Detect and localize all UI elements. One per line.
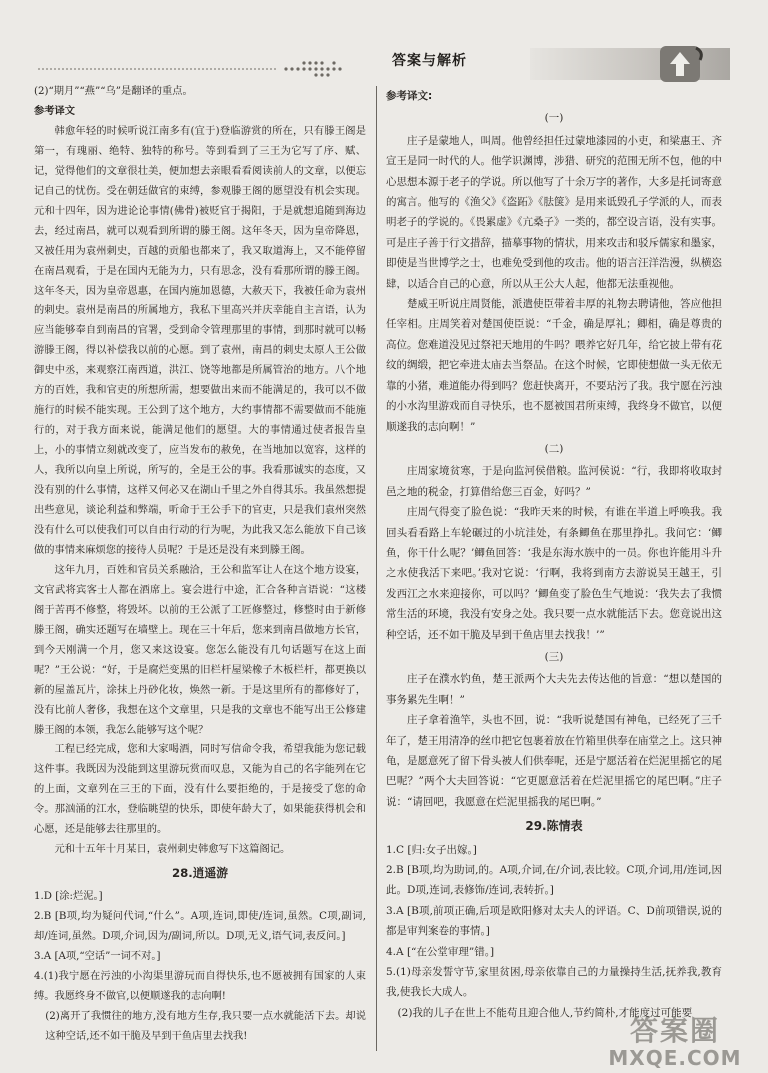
- reference-translation-label: 参考译文:: [386, 90, 433, 102]
- series-logo-icon: [658, 44, 706, 84]
- translation-paragraph: 庄子在濮水钓鱼，楚王派两个大夫先去传达他的旨意：“想以楚国的事务累先生啊！”: [386, 673, 722, 706]
- right-column: [386, 86, 722, 1023]
- answer-item: 4.(1)我宁愿在污浊的小沟渠里游玩而自得快乐,也不愿被拥有国家的人束缚。我愿终身不做官,以便顺遂我的志向啊!: [34, 969, 366, 1002]
- section-heading: (三): [544, 650, 564, 663]
- translation-paragraph: 元和十五年十月某日，袁州刺史韩愈写下这篇阁记。: [54, 843, 291, 856]
- answer-item: 3.A [A项,“空话”一词不对。]: [34, 949, 161, 962]
- reference-translation-label: 参考译文: [34, 104, 76, 117]
- translation-paragraph: 韩愈年轻的时候听说江南多有(宜于)登临游赏的所在，只有滕王阁是第一，有瑰丽、绝特、独特的称号。等到看到了三王为它写了序、赋、记，觉得他们的文章很壮美，便加想去亲眼看看阅读前人的文章，以便忘记自己的忧伤。受在朝廷做官的束缚，参观滕王阁的愿望没有机会实现。元和十四年，因为进论论事情(佛骨)被贬官于揭阳，于是就想追随到海边去，经过南昌，就可以观看到所谓的滕王阁。这年冬天，因为皇帝降恩，又被任用为袁州刺史，百越的贡船也都来了，我又取道海上，又不能停留在南昌观看，于是在国内无能为力，只有思念，没有看那所谓的滕王阁。这年冬天，因为皇帝恩惠，在国内施加恩德，大赦天下，我被任命为袁州的刺史。袁州是南昌的所属地方，我私下里高兴并庆幸能自主言语，认为应当能够奉自到南昌的官署，受到命令管理那里的事情，到那时就可以畅游滕王阁，得以补偿我以前的心愿。到了袁州，南昌的刺史太原人王公做御史中丞，来观察江南西道，洪江、饶等地都是所属管治的地方。八个地方的百姓，我和官吏的所想所需，想要做出来而不能满足的，我可以不做施行的时候不能实现。王公到了这个地方，大约事情都不需要做而不能施行的，对于我方面来说，能满足他们的愿望。大的事情通过使者报告皇上，小的事情立刻就改变了，应当发布的赦免，在当地加以宽容，这样的人，我所以向皇上所说，所写的，全是王公的事。我看那诚实的态度，又没有别的什么事情，这样又何必又在湖山千里之外自得其乐。我虽然想提出些意见，谈论利益和弊端，听命于王公手下的官吏，只是我们袁州突然没有什么可以使我们可以自由行动的行为呢，为此我又怎么能放下自己该做的事情来麻烦您的接待人员呢？于是还是没有来到滕王阁。: [34, 124, 366, 556]
- translation-paragraph: 庄子是蒙地人，叫周。他曾经担任过蒙地漆园的小吏，和梁惠王、齐宣王是同一时代的人。他学识渊博，涉猎、研究的范围无所不包，他的中心思想本源于老子的学说。所以他写了十余万字的著作，大多是托词寄意的寓言。他写的《渔父》《盗跖》《胠箧》是用来诋毁孔子学派的人，而表明老子的学说的。《畏累虚》《亢桑子》一类的，都空设言语，没有实事。可是庄子善于行文措辞，描摹事物的情状，用来攻击和驳斥儒家和墨家，即使是当世博学之士，也难免受到他的攻击。他的语言汪洋浩漫，纵横恣肆，以适合自己的心意，所以从王公大人起，他都无法重视他。: [386, 134, 722, 290]
- chapter-title: 28.逍遥游: [171, 866, 229, 881]
- left-column: [34, 82, 366, 1047]
- column-divider: [376, 86, 377, 1051]
- answer-item: 3.A [B项,前项正确,后项是欧阳修对太夫人的评语。C、D前项错误,说的都是审判案卷的事情。]: [386, 904, 722, 938]
- watermark-url: MXQE.COM: [608, 1046, 742, 1070]
- translation-paragraph: 庄周家境贫寒，于是向监河侯借粮。监河侯说：“行，我即将收取封邑之地的税金，打算借给您三百金，好吗？”: [386, 465, 722, 498]
- answer-item: (2)离开了我惯往的地方,没有地方生存,我只要一点水就能活下去。却说这种空话,还不如干脆及早到干鱼店里去找我!: [45, 1009, 366, 1042]
- answer-item: 2.B [B项,均为疑问代词,“什么”。A项,连词,即使/连词,虽然。C项,副词,却/连词,虽然。D项,介词,因为/副词,所以。D项,无义,语气词,表反问。]: [34, 910, 366, 943]
- site-watermark: [585, 1015, 765, 1071]
- translation-note: (2)“期月”“燕”“乌”是翻译的重点。: [34, 85, 193, 97]
- translation-paragraph: 庄周气得变了脸色说：“我昨天来的时候，有谁在半道上呼唤我。我回头看看路上车轮碾过的小坑洼处，有条鲫鱼在那里挣扎。我问它：‘鲫鱼，你干什么呢？’鲫鱼回答：‘我是东海水族中的一员。你也许能用斗升之水使我活下来吧。’我对它说：‘行啊，我将到南方去游说吴王越王，引发西江之水来迎接你，可以吗？’鲫鱼变了脸色生气地说：‘我失去了我惯常生活的环境，我没有安身之处。我只要一点水就能活下去。您竟说出这种空话，还不如干脆及早到干鱼店里去找我！’”: [386, 506, 722, 641]
- translation-paragraph: 这年九月，百姓和官员关系融洽，王公和监军让人在这个地方设宴，文官武将宾客士人都在酒席上。宴会进行中途，汇合各种言语说：“这楼阁于苦再不修整，将毁坏。以前的王公派了工匠修整过，修整时由于新修滕王阁，确实还题写在墙壁上。现在三十年后，您来到南昌做地方长官，到今天刚满一个月，您又来这设宴。您怎么能没有几句话题写在这上面呢？”王公说：“好，于是腐烂变黑的旧栏杆屋梁橡子木板栏杆，都更换以新的屋盖瓦片，涂抹上丹砂化妆，焕然一新。于是这里所有的都修好了，没有比前人奢侈，我想在这个文章里，只是我的文章也不能写出王公修建滕王阁的本领，我怎么能够写这个呢？: [34, 563, 366, 736]
- answer-item: 2.B [B项,均为助词,的。A项,介词,在/介词,表比较。C项,介词,用/连词,因此。D项,连词,表修饰/连词,表转折。]: [386, 864, 722, 897]
- answer-item: 1.C [归:女子出嫁。]: [386, 843, 477, 856]
- watermark-logo-text: 答案圈: [629, 1014, 720, 1047]
- answer-item: (2)我的儿子在世上不能苟且迎合他人,节约简朴,才能度过可能要: [397, 1006, 693, 1019]
- section-heading: (二): [544, 442, 564, 455]
- answer-item: 1.D [涂:烂泥。]: [34, 890, 103, 903]
- translation-paragraph: 庄子拿着渔竿，头也不回，说：“我听说楚国有神龟，已经死了三千年了，楚王用清净的丝巾把它包裹着放在竹箱里供奉在庙堂之上。这只神龟，是愿意死了留下骨头被人们供奉呢，还是宁愿活着在烂泥里摇它的尾巴呢？”两个大夫回答说：“它更愿意活着在烂泥里摇它的尾巴啊。”庄子说：“请回吧，我愿意在烂泥里摇我的尾巴啊。”: [386, 714, 722, 808]
- answer-item: 5.(1)母亲发誓守节,家里贫困,母亲依靠自己的力量操持生活,抚养我,教育我,使我长大成人。: [386, 966, 722, 999]
- header-dot-ornament: [38, 58, 348, 80]
- answer-item: 4.A [“在公堂审理”错。]: [386, 945, 495, 958]
- translation-paragraph: 楚威王听说庄周贤能，派遣使臣带着丰厚的礼物去聘请他，答应他担任宰相。庄周笑着对楚国使臣说：“千金，确是厚礼；卿相，确是尊贵的高位。您难道没见过祭祀天地用的牛吗？喂养它好几年，给它披上带有花纹的绸缎，把它牵进太庙去当祭品。在这个时候，它即使想做一头无依无靠的小猪，难道能办得到吗？您赶快离开，不要玷污了我。我宁愿在污浊的小水沟里游戏而自寻快乐，也不愿被国君所束缚，我终身不做官，以便顺遂我的志向啊！”: [386, 298, 722, 433]
- page-header-title: 答案与解析: [392, 53, 467, 69]
- section-heading: (一): [544, 112, 564, 125]
- translation-paragraph: 工程已经完成，您和大家喝酒，同时写信命令我，希望我能为您记载这件事。我既因为没能到这里游玩赏而叹息，又能为自己的名字能列在它的上面，文章列在三王的下面，没有什么要拒绝的，于是接受了您的命令。那汹涌的江水，登临眺望的快乐，即使年龄大了，如果能获得机会和心愿，还是能够去往那里的。: [34, 743, 366, 836]
- chapter-title: 29.陈情表: [525, 819, 583, 834]
